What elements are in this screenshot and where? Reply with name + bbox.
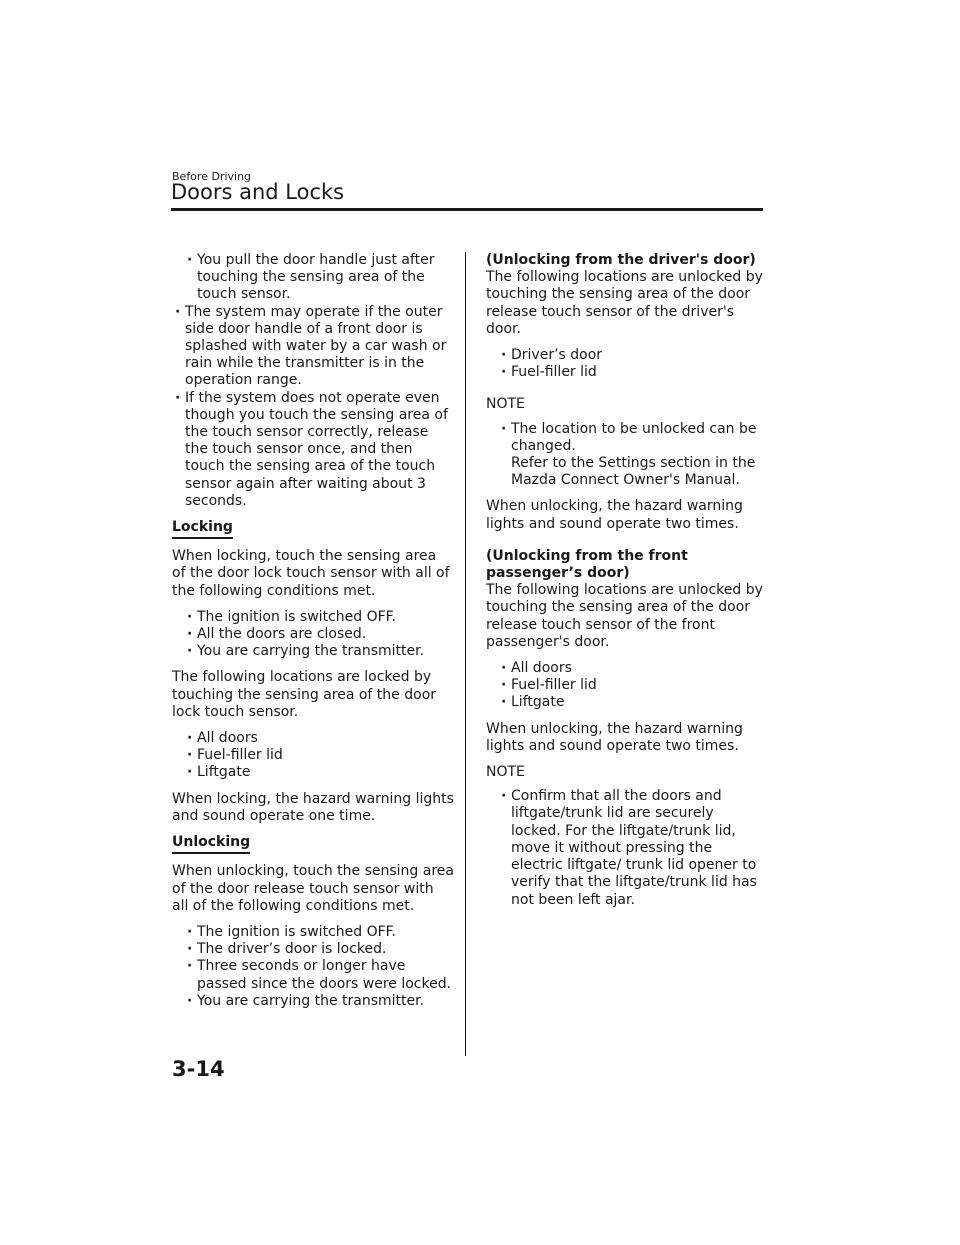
unlocking-conditions-list (184, 924, 454, 1010)
unlocking-paragraph: When unlocking, touch the sensing area of the door release touch sensor with all of the following conditions met. (172, 863, 454, 914)
list-item: · Fuel-filler lid (498, 364, 766, 381)
list-item: · If the system does not operate even though you touch the sensing area of the touch sensor correctly, release the touch sensor once, and then touch the sensing area of the touch sensor again after waiting about 3 seconds. (172, 390, 454, 510)
page-title: Doors and Locks (171, 180, 345, 204)
locking-paragraph-2: The following locations are locked by touching the sensing area of the door lock touch sensor. (172, 669, 437, 720)
driver-door-paragraph-2: When unlocking, the hazard warning lights and sound operate two times. (486, 498, 743, 532)
list-item: · Liftgate (498, 694, 766, 711)
driver-door-locations-list (498, 347, 766, 381)
right-column (486, 252, 766, 918)
driver-door-paragraph: The following locations are unlocked by touching the sensing area of the door release touch sensor of the driver's door. (486, 269, 763, 337)
left-column (172, 252, 454, 1019)
note-label: NOTE (486, 764, 525, 781)
locking-paragraph-3: When locking, the hazard warning lights and sound operate one time. (172, 790, 454, 824)
section-label: Before Driving (172, 170, 252, 183)
list-item: · You are carrying the transmitter. (184, 643, 454, 660)
passenger-door-paragraph: The following locations are unlocked by touching the sensing area of the door release touch sensor of the front passenger's door. (486, 582, 763, 650)
note-label: NOTE (486, 396, 525, 413)
note-line: · The location to be unlocked can be changed. (511, 420, 757, 454)
list-item: · Liftgate (184, 764, 454, 781)
note-line: Refer to the Settings section in the Mazda Connect Owner's Manual. (511, 455, 756, 489)
list-item: · Fuel-filler lid (498, 677, 766, 694)
note-list (498, 421, 766, 490)
passenger-door-heading: (Unlocking from the front passenger’s door) (486, 547, 688, 582)
list-item: · All doors (498, 660, 766, 677)
list-item: · Three seconds or longer have passed since the doors were locked. (184, 958, 454, 992)
unlocking-heading: Unlocking (172, 834, 250, 854)
passenger-door-locations-list (498, 660, 766, 712)
passenger-door-paragraph-2: When unlocking, the hazard warning lights and sound operate two times. (486, 720, 743, 754)
list-item: · You are carrying the transmitter. (184, 993, 454, 1010)
header-rule (171, 208, 763, 211)
locking-locations-list (184, 730, 454, 782)
list-item: · Confirm that all the doors and liftgate/trunk lid are securely locked. For the liftgate/trunk lid, move it without pressing the electric liftgate/ trunk lid opener to verify that the liftgate/trunk lid has not been left ajar. (498, 788, 766, 908)
list-item: · You pull the door handle just after touching the sensing area of the touch sensor. (184, 252, 454, 304)
list-item: · The system may operate if the outer side door handle of a front door is splashed with water by a car wash or rain while the transmitter is in the operation range. (172, 304, 454, 390)
system-notes-list (172, 304, 454, 510)
note-list (498, 788, 766, 908)
list-item: · All doors (184, 730, 454, 747)
list-item: · Fuel-filler lid (184, 747, 454, 764)
list-item: · The ignition is switched OFF. (184, 609, 454, 626)
locking-heading: Locking (172, 519, 233, 539)
list-item: · All the doors are closed. (184, 626, 454, 643)
list-item: · The ignition is switched OFF. (184, 924, 454, 941)
list-item: · Driver’s door (498, 347, 766, 364)
continued-bullet-list (184, 252, 454, 304)
locking-conditions-list (184, 609, 454, 661)
list-item (498, 421, 766, 490)
driver-door-heading: (Unlocking from the driver's door) (486, 252, 756, 268)
list-item: · The driver’s door is locked. (184, 941, 454, 958)
page-number: 3-14 (172, 1057, 225, 1081)
locking-paragraph: When locking, touch the sensing area of the door lock touch sensor with all of the following conditions met. (172, 548, 450, 599)
column-divider (465, 252, 466, 1056)
